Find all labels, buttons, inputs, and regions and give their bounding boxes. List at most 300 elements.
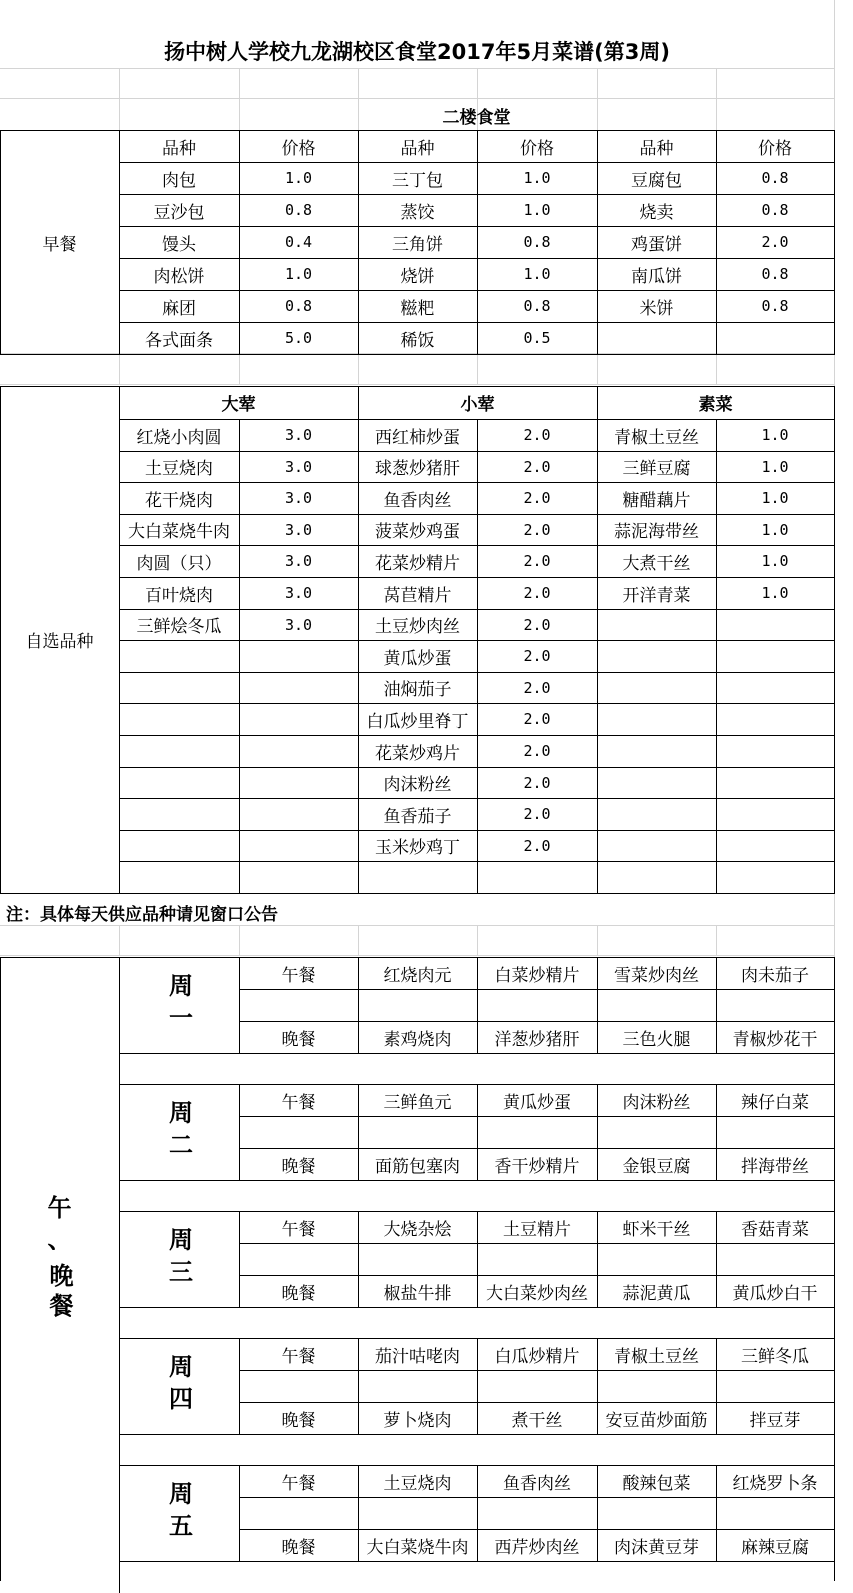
selection-item-text: 玉米炒鸡丁	[375, 838, 460, 858]
breakfast-header-text: 价格	[520, 138, 554, 159]
breakfast-item-text: 各式面条	[145, 330, 213, 351]
dinner-dish	[597, 1529, 716, 1561]
breakfast-item	[119, 258, 239, 290]
selection-item-text: 菠菜炒鸡蛋	[375, 522, 460, 542]
selection-item	[119, 419, 239, 451]
dinner-dish-text: 面筋包塞肉	[375, 1156, 460, 1177]
lunch-dish-text: 肉沫粉丝	[622, 1092, 691, 1113]
selection-price	[716, 609, 834, 640]
grid-line	[597, 386, 598, 894]
selection-price	[477, 640, 597, 672]
breakfast-price	[716, 322, 834, 354]
grid-line	[119, 1338, 120, 1466]
selection-item-text: 鱼香茄子	[383, 806, 452, 827]
breakfast-price-text: 0.8	[284, 201, 313, 219]
breakfast-price-text: 1.0	[284, 169, 313, 187]
lunch-dish	[716, 1465, 834, 1497]
breakfast-price-text: 0.4	[284, 233, 313, 251]
selection-price-text: 3.0	[284, 615, 313, 634]
grid-line	[239, 1497, 835, 1498]
dinner-dish	[597, 1275, 716, 1307]
lunch-dish-text: 辣仔白菜	[741, 1092, 809, 1113]
selection-price	[239, 861, 358, 893]
gridline-faint	[477, 68, 478, 98]
selection-price	[239, 451, 358, 482]
selection-item-text: 黄瓜炒蛋	[383, 648, 452, 669]
lunch-dish	[358, 957, 477, 989]
grid-line	[834, 130, 835, 355]
dinner-dish	[716, 1148, 834, 1180]
lunch-label-text: 午餐	[281, 965, 316, 986]
breakfast-price	[239, 194, 358, 226]
selection-header-text: 大荤	[221, 395, 256, 415]
grid-line	[834, 386, 835, 894]
breakfast-item-text: 麻团	[162, 298, 196, 319]
breakfast-header-text: 价格	[758, 138, 792, 159]
dinner-dish	[716, 1275, 834, 1307]
breakfast-item	[119, 226, 239, 258]
breakfast-price	[716, 258, 834, 290]
dinner-dish-text: 青椒炒花干	[732, 1029, 818, 1050]
selection-price	[716, 830, 834, 861]
selection-price	[716, 672, 834, 703]
selection-item	[119, 482, 239, 514]
gridline-faint	[119, 925, 120, 955]
breakfast-item	[119, 162, 239, 194]
selection-item	[358, 703, 477, 735]
selection-price-text: 2.0	[523, 773, 551, 792]
selection-price	[477, 514, 597, 545]
grid-line	[239, 1338, 240, 1435]
grid-line	[597, 130, 598, 355]
section-title-text: 二楼食堂	[442, 107, 511, 128]
dinner-dish	[358, 1402, 477, 1434]
dinner-label-text: 晚餐	[281, 1410, 316, 1431]
selection-item	[597, 545, 716, 577]
lunch-dish-text: 大烧杂烩	[383, 1219, 452, 1240]
dinner-dish-text: 香干炒精片	[494, 1156, 580, 1177]
breakfast-header-text: 价格	[281, 138, 316, 159]
selection-price	[716, 451, 834, 482]
selection-price-text: 2.0	[523, 457, 551, 476]
selection-header-text: 小荤	[460, 395, 495, 415]
gridline-faint	[239, 925, 240, 955]
selection-item-text: 肉圆（只）	[136, 553, 222, 574]
breakfast-price-text: 0.8	[523, 233, 551, 251]
gridline-faint	[358, 353, 359, 384]
selection-price	[477, 798, 597, 830]
selection-item	[119, 577, 239, 609]
breakfast-item	[597, 162, 716, 194]
selection-price	[477, 830, 597, 861]
lunch-dish	[597, 957, 716, 989]
lunch-label-text: 午餐	[281, 1092, 316, 1113]
breakfast-item-text: 蒸饺	[400, 202, 435, 223]
grid-line	[0, 386, 1, 894]
selection-item-text: 土豆烧肉	[145, 459, 213, 479]
grid-line	[358, 957, 359, 1054]
selection-item	[597, 640, 716, 672]
gridline-faint	[477, 925, 478, 955]
dinner-dish	[597, 1148, 716, 1180]
dinner-label-text: 晚餐	[281, 1537, 316, 1558]
selection-item	[597, 798, 716, 830]
dinner-dish-text: 蒜泥黄瓜	[622, 1283, 691, 1304]
selection-item-text: 白瓜炒里脊丁	[366, 711, 469, 732]
selection-item-text: 花菜炒精片	[375, 553, 460, 574]
breakfast-item-text: 三丁包	[392, 170, 443, 191]
breakfast-price	[716, 290, 834, 322]
grid-line	[0, 354, 835, 355]
grid-line	[358, 1084, 359, 1181]
weekly-label-mid	[0, 1225, 119, 1250]
dinner-dish	[358, 1148, 477, 1180]
breakfast-item-text: 馒头	[162, 234, 196, 255]
breakfast-price	[477, 162, 597, 194]
breakfast-item	[119, 322, 239, 354]
selection-item-text: 肉沫粉丝	[383, 775, 452, 795]
grid-line	[477, 957, 478, 1054]
selection-header	[119, 386, 358, 419]
selection-price	[477, 482, 597, 514]
grid-line	[239, 1465, 240, 1562]
grid-line	[119, 1465, 120, 1593]
breakfast-item-text: 烧饼	[400, 266, 435, 287]
grid-line	[716, 1338, 717, 1435]
lunch-dish-text: 土豆烧肉	[383, 1473, 452, 1494]
selection-price	[477, 545, 597, 577]
lunch-dish	[358, 1084, 477, 1116]
dinner-dish	[477, 1021, 597, 1053]
day-label	[119, 957, 239, 1053]
selection-item	[358, 735, 477, 767]
gridline-faint	[477, 353, 478, 384]
breakfast-header-text: 品种	[400, 138, 435, 159]
dinner-dish-text: 大白菜烧牛肉	[366, 1537, 469, 1558]
lunch-dish-text: 土豆精片	[503, 1219, 571, 1240]
menu-title-text: 扬中树人学校九龙湖校区食堂2017年5月菜谱(第3周)	[164, 40, 670, 64]
selection-price-text: 2.0	[523, 489, 551, 507]
grid-line	[358, 386, 359, 894]
selection-price-text: 2.0	[523, 805, 551, 823]
lunch-dish	[597, 1338, 716, 1370]
selection-header-text: 素菜	[698, 395, 733, 415]
selection-price	[716, 482, 834, 514]
grid-line	[239, 1148, 835, 1149]
selection-item	[597, 861, 716, 893]
grid-line	[119, 957, 120, 1085]
selection-item-text: 鱼香肉丝	[383, 490, 452, 511]
selection-price-text: 3.0	[284, 489, 313, 507]
breakfast-price	[477, 258, 597, 290]
breakfast-item-text: 南瓜饼	[631, 266, 682, 287]
breakfast-price	[716, 226, 834, 258]
selection-item	[119, 672, 239, 703]
lunch-label	[239, 957, 358, 989]
selection-item	[119, 640, 239, 672]
breakfast-header	[597, 130, 716, 162]
day-label-text: 周四	[164, 1354, 193, 1418]
gridline-faint	[358, 68, 359, 98]
lunch-dish-text: 虾米干丝	[622, 1219, 691, 1240]
dinner-dish	[358, 1275, 477, 1307]
selection-price-text: 1.0	[761, 457, 789, 476]
section-title	[119, 100, 834, 130]
dinner-label	[239, 1275, 358, 1307]
dinner-label-text: 晚餐	[281, 1029, 316, 1050]
dinner-dish	[716, 1529, 834, 1561]
gridline-faint	[0, 384, 834, 385]
day-label-text: 周五	[164, 1481, 193, 1545]
lunch-dish-text: 酸辣包菜	[622, 1473, 691, 1494]
breakfast-item	[119, 194, 239, 226]
breakfast-item	[358, 194, 477, 226]
grid-line	[239, 1370, 835, 1371]
selection-price	[477, 451, 597, 482]
dinner-dish	[477, 1148, 597, 1180]
selection-price	[477, 419, 597, 451]
selection-item	[358, 577, 477, 609]
grid-line	[716, 130, 717, 355]
lunch-dish-text: 红烧罗卜条	[732, 1473, 818, 1494]
selection-price-text: 2.0	[523, 678, 551, 697]
selection-item-text: 油焖茄子	[383, 680, 452, 700]
selection-item	[119, 514, 239, 545]
grid-line	[597, 1465, 598, 1562]
lunch-dish	[477, 957, 597, 989]
day-label	[119, 1084, 239, 1180]
lunch-dish-text: 肉未茄子	[741, 965, 809, 986]
grid-line	[0, 130, 835, 131]
grid-line	[716, 1084, 717, 1181]
selection-price	[239, 735, 358, 767]
selection-price	[239, 609, 358, 640]
breakfast-item	[597, 290, 716, 322]
grid-line	[597, 1211, 598, 1308]
gridline-faint	[358, 925, 359, 955]
selection-item	[119, 767, 239, 798]
lunch-label-text: 午餐	[281, 1346, 316, 1367]
grid-line	[239, 1529, 835, 1530]
lunch-dish	[358, 1211, 477, 1243]
selection-item	[119, 703, 239, 735]
breakfast-item-text: 糍粑	[400, 298, 435, 319]
selection-item	[597, 672, 716, 703]
menu-title	[0, 34, 834, 68]
dinner-dish	[358, 1021, 477, 1053]
breakfast-price-text: 1.0	[523, 169, 551, 187]
lunch-dish	[477, 1211, 597, 1243]
selection-item	[119, 830, 239, 861]
grid-line	[239, 1021, 835, 1022]
breakfast-price-text: 1.0	[523, 265, 551, 283]
selection-price	[477, 672, 597, 703]
gridline-faint	[239, 353, 240, 384]
gridline-faint	[716, 925, 717, 955]
selection-price	[239, 577, 358, 609]
breakfast-price-text: 1.0	[284, 265, 313, 283]
grid-line	[0, 893, 835, 894]
breakfast-price	[239, 322, 358, 354]
grid-line	[477, 419, 478, 894]
grid-line	[239, 1116, 835, 1117]
dinner-dish	[716, 1402, 834, 1434]
selection-price-text: 2.0	[523, 520, 551, 539]
breakfast-header	[716, 130, 834, 162]
selection-item-text: 球葱炒猪肝	[375, 459, 460, 479]
dinner-dish	[716, 1021, 834, 1053]
breakfast-item-text: 肉包	[162, 170, 196, 191]
gridline-faint	[0, 955, 834, 956]
lunch-dish	[716, 1084, 834, 1116]
day-label	[119, 1211, 239, 1307]
grid-line	[239, 1243, 835, 1244]
day-label-text: 周三	[164, 1227, 193, 1291]
selection-item-text: 蒜泥海带丝	[614, 522, 699, 542]
lunch-dish-text: 雪菜炒肉丝	[614, 965, 699, 986]
selection-price	[477, 703, 597, 735]
selection-price-text: 1.0	[761, 426, 789, 444]
selection-item	[597, 577, 716, 609]
grid-line	[477, 1084, 478, 1181]
breakfast-price-text: 0.8	[284, 297, 313, 315]
breakfast-price-text: 0.8	[761, 169, 789, 187]
selection-item	[358, 609, 477, 640]
selection-header	[597, 386, 834, 419]
selection-item-text: 土豆炒肉丝	[375, 617, 460, 637]
selection-item	[119, 545, 239, 577]
grid-line	[597, 957, 598, 1054]
gridline-faint	[0, 98, 834, 99]
selection-item-text: 三鲜烩冬瓜	[136, 617, 222, 637]
selection-price	[239, 703, 358, 735]
selection-price-text: 2.0	[523, 710, 551, 728]
selection-item-text: 大白菜烧牛肉	[128, 522, 230, 542]
lunch-dish	[477, 1084, 597, 1116]
breakfast-header-text: 品种	[162, 138, 196, 159]
selection-item	[358, 514, 477, 545]
selection-price	[239, 640, 358, 672]
breakfast-item	[597, 226, 716, 258]
weekly-label-mid-text: 、	[47, 1226, 72, 1250]
dinner-dish	[597, 1402, 716, 1434]
breakfast-item-text: 三角饼	[392, 234, 443, 255]
selection-item	[597, 830, 716, 861]
dinner-dish	[597, 1021, 716, 1053]
selection-item	[119, 451, 239, 482]
selection-price	[477, 735, 597, 767]
dinner-dish-text: 黄瓜炒白干	[732, 1283, 818, 1304]
breakfast-price	[239, 162, 358, 194]
lunch-dish-text: 茄汁咕咾肉	[375, 1346, 460, 1367]
selection-item-text: 莴苣精片	[383, 585, 452, 606]
selection-price	[239, 545, 358, 577]
selection-price	[477, 609, 597, 640]
selection-item	[597, 419, 716, 451]
grid-line	[477, 1338, 478, 1435]
selection-header	[358, 386, 597, 419]
breakfast-item	[358, 322, 477, 354]
selection-item-text: 大煮干丝	[622, 553, 691, 574]
dinner-label	[239, 1402, 358, 1434]
selection-item	[597, 767, 716, 798]
dinner-dish	[477, 1529, 597, 1561]
lunch-dish-text: 青椒土豆丝	[614, 1346, 699, 1367]
selection-price	[716, 767, 834, 798]
gridline-faint	[0, 68, 834, 69]
lunch-dish	[477, 1338, 597, 1370]
breakfast-item	[358, 226, 477, 258]
selection-item	[119, 609, 239, 640]
breakfast-price-text: 0.5	[523, 329, 551, 347]
gridline-faint	[597, 68, 598, 98]
selection-item	[119, 735, 239, 767]
note-text-text: 注：具体每天供应品种请见窗口公告	[6, 904, 278, 925]
grid-line	[119, 130, 120, 355]
lunch-dish	[716, 957, 834, 989]
dinner-dish-text: 椒盐牛排	[383, 1283, 452, 1304]
lunch-dish-text: 白菜炒精片	[494, 965, 580, 986]
dinner-label-text: 晚餐	[281, 1156, 316, 1177]
selection-price	[716, 577, 834, 609]
grid-line	[597, 1338, 598, 1435]
breakfast-header-text: 品种	[639, 138, 674, 159]
selection-item	[119, 798, 239, 830]
selection-price	[239, 798, 358, 830]
day-label-text: 周一	[164, 973, 193, 1037]
selection-price-text: 1.0	[761, 584, 789, 602]
dinner-dish-text: 大白菜炒肉丝	[486, 1283, 588, 1304]
selection-price-text: 2.0	[523, 552, 551, 570]
selection-price	[716, 545, 834, 577]
weekly-label-top	[0, 1185, 119, 1225]
gridline-faint	[119, 353, 120, 384]
breakfast-price	[239, 290, 358, 322]
grid-line	[239, 130, 240, 355]
gridline-faint	[119, 68, 120, 98]
selection-item	[358, 767, 477, 798]
grid-line	[239, 957, 240, 1054]
breakfast-label	[0, 130, 119, 354]
selection-item	[597, 703, 716, 735]
selection-price	[477, 577, 597, 609]
dinner-dish-text: 肉沫黄豆芽	[614, 1537, 699, 1558]
breakfast-price-text: 2.0	[761, 233, 789, 251]
breakfast-item-text: 烧卖	[639, 202, 674, 223]
selection-item	[597, 514, 716, 545]
breakfast-header	[239, 130, 358, 162]
breakfast-item	[358, 290, 477, 322]
breakfast-price	[477, 290, 597, 322]
lunch-label-text: 午餐	[281, 1473, 316, 1494]
lunch-label	[239, 1084, 358, 1116]
breakfast-price-text: 1.0	[523, 201, 551, 219]
day-label	[119, 1338, 239, 1434]
selection-price-text: 2.0	[523, 742, 551, 760]
selection-price-text: 2.0	[523, 647, 551, 665]
selection-price-text: 2.0	[523, 426, 551, 444]
selection-item	[358, 482, 477, 514]
lunch-dish	[597, 1084, 716, 1116]
breakfast-item-text: 米饼	[639, 298, 674, 319]
dinner-label	[239, 1148, 358, 1180]
selection-price	[716, 703, 834, 735]
dinner-dish-text: 金银豆腐	[622, 1156, 691, 1177]
grid-line	[597, 1084, 598, 1181]
grid-line	[716, 1211, 717, 1308]
lunch-label-text: 午餐	[281, 1219, 316, 1240]
grid-line	[358, 1211, 359, 1308]
